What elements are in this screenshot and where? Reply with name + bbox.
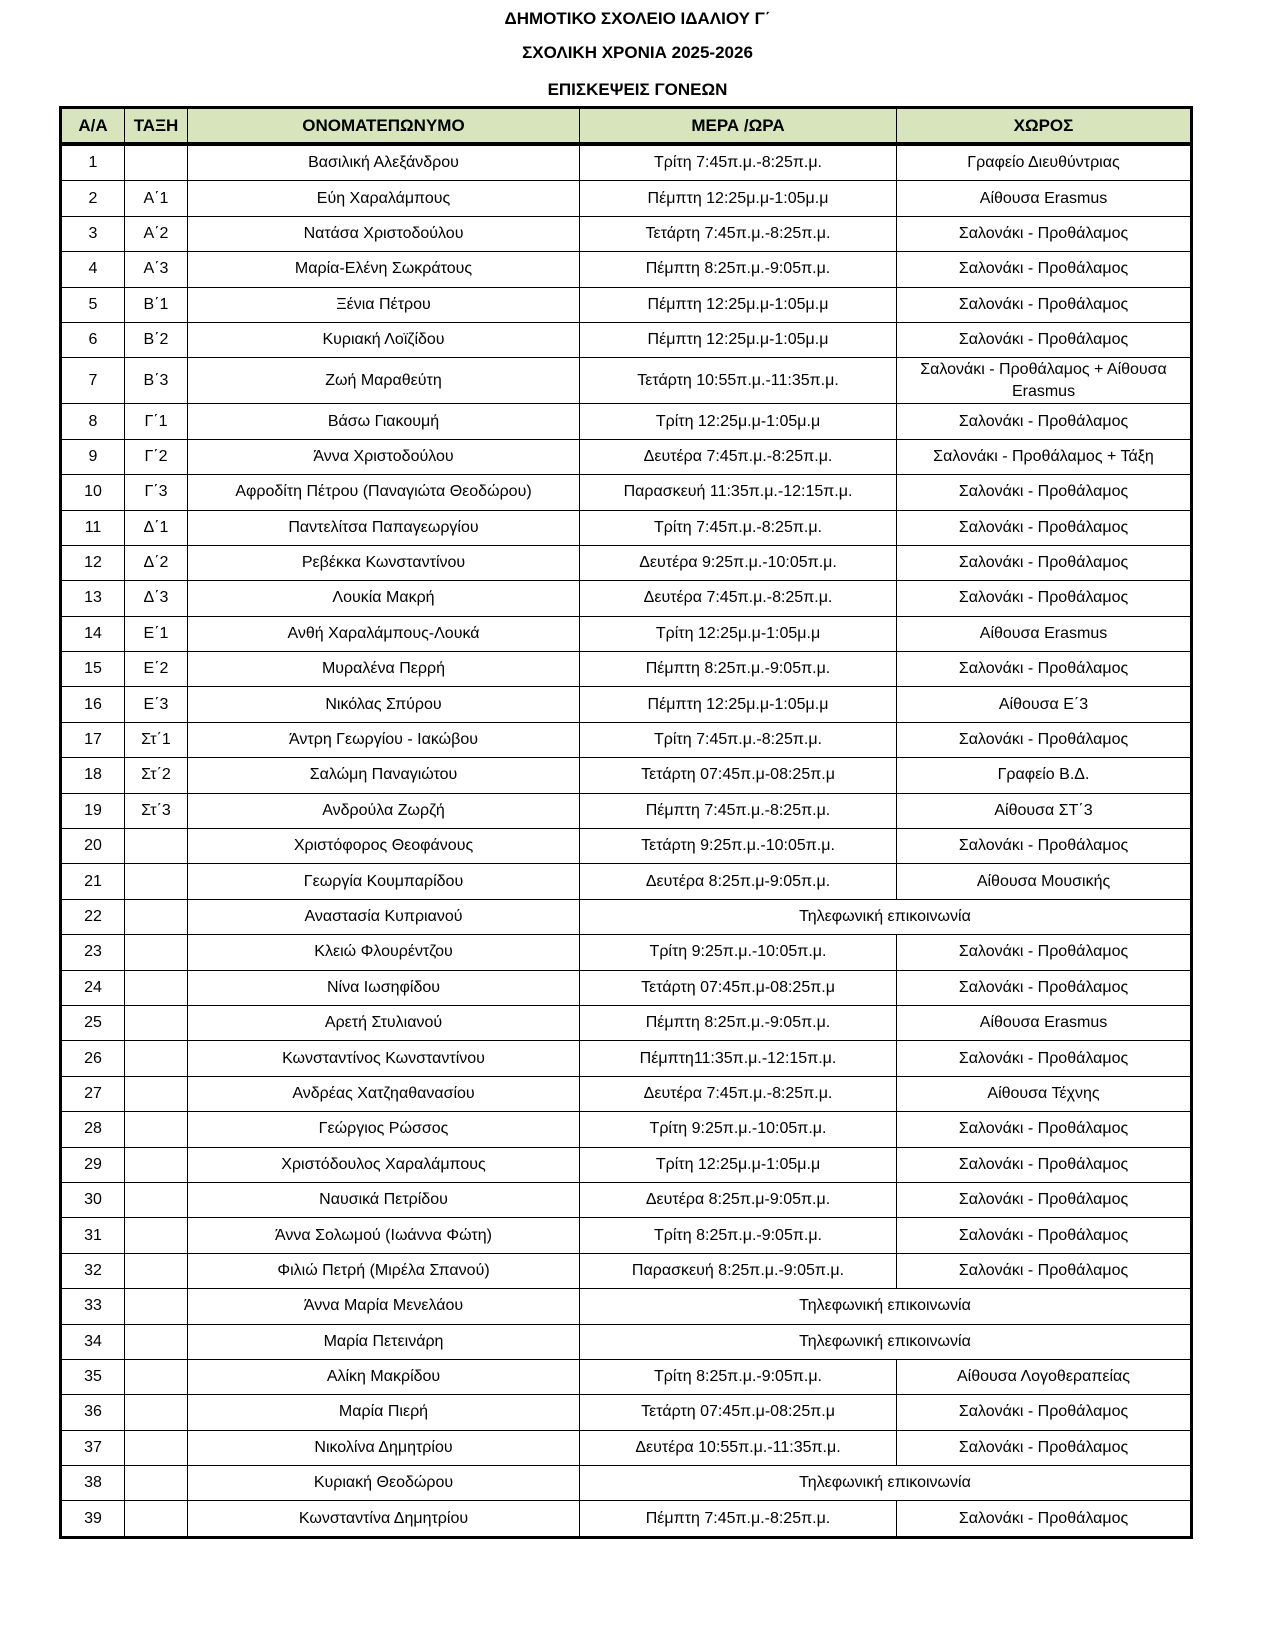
- cell-class: [125, 899, 188, 934]
- cell-day-time: Τετάρτη 07:45π.μ-08:25π.μ: [580, 970, 897, 1005]
- table-row: [61, 793, 1192, 828]
- cell-name: Κλειώ Φλουρέντζου: [188, 935, 580, 970]
- cell-class: [125, 1041, 188, 1076]
- cell-day-time: Πέμπτη 7:45π.μ.-8:25π.μ.: [580, 1501, 897, 1537]
- cell-day-time: Πέμπτη 8:25π.μ.-9:05π.μ.: [580, 252, 897, 287]
- cell-class: Δ΄1: [125, 510, 188, 545]
- cell-day-time: Τρίτη 9:25π.μ.-10:05π.μ.: [580, 935, 897, 970]
- cell-place: Αίθουσα Μουσικής: [897, 864, 1192, 899]
- cell-place: Σαλονάκι - Προθάλαμος + Τάξη: [897, 439, 1192, 474]
- cell-class: [125, 1395, 188, 1430]
- cell-number: 16: [61, 687, 125, 722]
- cell-day-time: Πέμπτη 8:25π.μ.-9:05π.μ.: [580, 652, 897, 687]
- cell-day-time: Τρίτη 12:25μ.μ-1:05μ.μ: [580, 1147, 897, 1182]
- cell-number: 30: [61, 1182, 125, 1217]
- table-row: [61, 1501, 1192, 1537]
- cell-day-time: Πέμπτη 12:25μ.μ-1:05μ.μ: [580, 687, 897, 722]
- cell-name: Ανδρούλα Ζωρζή: [188, 793, 580, 828]
- cell-number: 19: [61, 793, 125, 828]
- cell-name: Αναστασία Κυπριανού: [188, 899, 580, 934]
- cell-place: Σαλονάκι - Προθάλαμος: [897, 970, 1192, 1005]
- table-row: [61, 1395, 1192, 1430]
- cell-class: [125, 970, 188, 1005]
- cell-class: Α΄3: [125, 252, 188, 287]
- cell-number: 13: [61, 581, 125, 616]
- cell-number: 34: [61, 1324, 125, 1359]
- cell-number: 38: [61, 1466, 125, 1501]
- cell-place: Σαλονάκι - Προθάλαμος: [897, 216, 1192, 251]
- table-row: [61, 181, 1192, 216]
- table-row: [61, 970, 1192, 1005]
- cell-day-time: Τρίτη 7:45π.μ.-8:25π.μ.: [580, 722, 897, 757]
- cell-place: Σαλονάκι - Προθάλαμος: [897, 722, 1192, 757]
- cell-phone-contact: Τηλεφωνική επικοινωνία: [580, 1289, 1192, 1324]
- cell-class: [125, 935, 188, 970]
- cell-day-time: Τετάρτη 10:55π.μ.-11:35π.μ.: [580, 358, 897, 404]
- cell-number: 32: [61, 1253, 125, 1288]
- table-row: [61, 1430, 1192, 1465]
- cell-day-time: Παρασκευή 11:35π.μ.-12:15π.μ.: [580, 475, 897, 510]
- cell-name: Εύη Χαραλάμπους: [188, 181, 580, 216]
- cell-phone-contact: Τηλεφωνική επικοινωνία: [580, 899, 1192, 934]
- cell-day-time: Παρασκευή 8:25π.μ.-9:05π.μ.: [580, 1253, 897, 1288]
- cell-class: Γ΄2: [125, 439, 188, 474]
- cell-class: Α΄2: [125, 216, 188, 251]
- cell-day-time: Δευτέρα 7:45π.μ.-8:25π.μ.: [580, 439, 897, 474]
- cell-place: Σαλονάκι - Προθάλαμος: [897, 829, 1192, 864]
- cell-name: Αρετή Στυλιανού: [188, 1005, 580, 1040]
- table-row: [61, 864, 1192, 899]
- cell-name: Αλίκη Μακρίδου: [188, 1359, 580, 1394]
- cell-number: 7: [61, 358, 125, 404]
- cell-number: 29: [61, 1147, 125, 1182]
- table-row: [61, 687, 1192, 722]
- cell-class: Γ΄1: [125, 404, 188, 439]
- document-subject-title: ΕΠΙΣΚΕΨΕΙΣ ΓΟΝΕΩΝ: [547, 80, 728, 99]
- cell-day-time: Τετάρτη 07:45π.μ-08:25π.μ: [580, 758, 897, 793]
- cell-name: Κωνσταντίνα Δημητρίου: [188, 1501, 580, 1537]
- cell-class: Β΄2: [125, 322, 188, 357]
- cell-name: Βασιλική Αλεξάνδρου: [188, 144, 580, 181]
- cell-place: Σαλονάκι - Προθάλαμος: [897, 1182, 1192, 1217]
- cell-place: Αίθουσα Τέχνης: [897, 1076, 1192, 1111]
- table-row: [61, 252, 1192, 287]
- cell-number: 37: [61, 1430, 125, 1465]
- cell-day-time: Πέμπτη 12:25μ.μ-1:05μ.μ: [580, 287, 897, 322]
- table-row: [61, 829, 1192, 864]
- table-row: [61, 510, 1192, 545]
- table-row: [61, 475, 1192, 510]
- table-row: [61, 287, 1192, 322]
- cell-name: Ναυσικά Πετρίδου: [188, 1182, 580, 1217]
- cell-name: Μυραλένα Περρή: [188, 652, 580, 687]
- cell-day-time: Τετάρτη 9:25π.μ.-10:05π.μ.: [580, 829, 897, 864]
- cell-name: Ρεβέκκα Κωνσταντίνου: [188, 545, 580, 580]
- cell-number: 2: [61, 181, 125, 216]
- table-row: [61, 758, 1192, 793]
- cell-place: Σαλονάκι - Προθάλαμος: [897, 1395, 1192, 1430]
- table-row: [61, 144, 1192, 181]
- cell-class: [125, 1289, 188, 1324]
- cell-name: Αφροδίτη Πέτρου (Παναγιώτα Θεοδώρου): [188, 475, 580, 510]
- cell-name: Μαρία-Ελένη Σωκράτους: [188, 252, 580, 287]
- table-row: [61, 1466, 1192, 1501]
- table-row: [61, 1147, 1192, 1182]
- table-row: [61, 1041, 1192, 1076]
- cell-name: Σαλώμη Παναγιώτου: [188, 758, 580, 793]
- table-row: [61, 899, 1192, 934]
- cell-class: [125, 1359, 188, 1394]
- cell-place: Γραφείο Διευθύντριας: [897, 144, 1192, 181]
- table-row: [61, 216, 1192, 251]
- cell-number: 24: [61, 970, 125, 1005]
- cell-number: 31: [61, 1218, 125, 1253]
- cell-place: Αίθουσα Ε΄3: [897, 687, 1192, 722]
- cell-day-time: Τρίτη 7:45π.μ.-8:25π.μ.: [580, 144, 897, 181]
- cell-class: [125, 1501, 188, 1537]
- cell-number: 20: [61, 829, 125, 864]
- cell-place: Αίθουσα Erasmus: [897, 616, 1192, 651]
- cell-class: [125, 144, 188, 181]
- cell-place: Σαλονάκι - Προθάλαμος: [897, 322, 1192, 357]
- column-header-name: ΟΝΟΜΑΤΕΠΩΝΥΜΟ: [188, 108, 580, 145]
- cell-class: Δ΄3: [125, 581, 188, 616]
- cell-name: Άννα Σολωμού (Ιωάννα Φώτη): [188, 1218, 580, 1253]
- cell-place: Σαλονάκι - Προθάλαμος: [897, 1041, 1192, 1076]
- cell-place: Σαλονάκι - Προθάλαμος: [897, 1147, 1192, 1182]
- cell-name: Φιλιώ Πετρή (Μιρέλα Σπανού): [188, 1253, 580, 1288]
- cell-name: Μαρία Πιερή: [188, 1395, 580, 1430]
- cell-name: Γεωργία Κουμπαρίδου: [188, 864, 580, 899]
- cell-name: Ξένια Πέτρου: [188, 287, 580, 322]
- cell-day-time: Δευτέρα 7:45π.μ.-8:25π.μ.: [580, 581, 897, 616]
- cell-class: [125, 1147, 188, 1182]
- cell-class: [125, 1076, 188, 1111]
- cell-day-time: Πέμπτη 8:25π.μ.-9:05π.μ.: [580, 1005, 897, 1040]
- cell-number: 33: [61, 1289, 125, 1324]
- cell-class: Ε΄3: [125, 687, 188, 722]
- table-row: [61, 1182, 1192, 1217]
- cell-name: Ζωή Μαραθεύτη: [188, 358, 580, 404]
- cell-class: [125, 1005, 188, 1040]
- table-row: [61, 358, 1192, 404]
- cell-class: [125, 1253, 188, 1288]
- cell-place: Σαλονάκι - Προθάλαμος: [897, 1112, 1192, 1147]
- column-header-class: ΤΑΞΗ: [125, 108, 188, 145]
- cell-number: 18: [61, 758, 125, 793]
- cell-class: [125, 1430, 188, 1465]
- cell-day-time: Τρίτη 8:25π.μ.-9:05π.μ.: [580, 1218, 897, 1253]
- cell-place: Αίθουσα Erasmus: [897, 181, 1192, 216]
- cell-day-time: Δευτέρα 9:25π.μ.-10:05π.μ.: [580, 545, 897, 580]
- cell-number: 14: [61, 616, 125, 651]
- table-row: [61, 1076, 1192, 1111]
- cell-day-time: Τρίτη 12:25μ.μ-1:05μ.μ: [580, 616, 897, 651]
- cell-place: Σαλονάκι - Προθάλαμος + Αίθουσα Erasmus: [897, 358, 1192, 404]
- cell-name: Νικολίνα Δημητρίου: [188, 1430, 580, 1465]
- cell-number: 1: [61, 144, 125, 181]
- cell-place: Αίθουσα Erasmus: [897, 1005, 1192, 1040]
- cell-number: 22: [61, 899, 125, 934]
- table-row: [61, 545, 1192, 580]
- table-row: [61, 1253, 1192, 1288]
- cell-place: Σαλονάκι - Προθάλαμος: [897, 1253, 1192, 1288]
- cell-name: Λουκία Μακρή: [188, 581, 580, 616]
- cell-day-time: Πέμπτη 12:25μ.μ-1:05μ.μ: [580, 181, 897, 216]
- cell-place: Σαλονάκι - Προθάλαμος: [897, 581, 1192, 616]
- cell-number: 15: [61, 652, 125, 687]
- column-header-place: ΧΩΡΟΣ: [897, 108, 1192, 145]
- cell-number: 26: [61, 1041, 125, 1076]
- cell-name: Άννα Μαρία Μενελάου: [188, 1289, 580, 1324]
- cell-place: Σαλονάκι - Προθάλαμος: [897, 252, 1192, 287]
- cell-place: Σαλονάκι - Προθάλαμος: [897, 545, 1192, 580]
- cell-number: 27: [61, 1076, 125, 1111]
- cell-class: Δ΄2: [125, 545, 188, 580]
- table-row: [61, 722, 1192, 757]
- cell-name: Κυριακή Λοϊζίδου: [188, 322, 580, 357]
- cell-day-time: Τετάρτη 7:45π.μ.-8:25π.μ.: [580, 216, 897, 251]
- cell-class: [125, 829, 188, 864]
- cell-day-time: Τρίτη 7:45π.μ.-8:25π.μ.: [580, 510, 897, 545]
- cell-class: [125, 864, 188, 899]
- cell-phone-contact: Τηλεφωνική επικοινωνία: [580, 1466, 1192, 1501]
- table-row: [61, 1112, 1192, 1147]
- table-row: [61, 1005, 1192, 1040]
- table-row: [61, 1218, 1192, 1253]
- cell-day-time: Πέμπτη11:35π.μ.-12:15π.μ.: [580, 1041, 897, 1076]
- cell-name: Κωνσταντίνος Κωνσταντίνου: [188, 1041, 580, 1076]
- cell-class: [125, 1324, 188, 1359]
- cell-name: Ανδρέας Χατζηαθανασίου: [188, 1076, 580, 1111]
- cell-number: 6: [61, 322, 125, 357]
- table-body: [61, 144, 1192, 1537]
- cell-class: Στ΄2: [125, 758, 188, 793]
- table-row: [61, 616, 1192, 651]
- cell-class: Στ΄1: [125, 722, 188, 757]
- column-header-day-time: ΜΕΡΑ /ΩΡΑ: [580, 108, 897, 145]
- school-title: ΔΗΜΟΤΙΚΟ ΣΧΟΛΕΙΟ ΙΔΑΛΙΟΥ Γ΄: [504, 9, 771, 28]
- table-row: [61, 439, 1192, 474]
- cell-place: Γραφείο Β.Δ.: [897, 758, 1192, 793]
- column-header-number: Α/Α: [61, 108, 125, 145]
- cell-number: 8: [61, 404, 125, 439]
- cell-name: Ανθή Χαραλάμπους-Λουκά: [188, 616, 580, 651]
- cell-place: Σαλονάκι - Προθάλαμος: [897, 1430, 1192, 1465]
- cell-number: 17: [61, 722, 125, 757]
- cell-name: Άντρη Γεωργίου - Ιακώβου: [188, 722, 580, 757]
- cell-day-time: Δευτέρα 8:25π.μ-9:05π.μ.: [580, 864, 897, 899]
- cell-number: 9: [61, 439, 125, 474]
- cell-number: 5: [61, 287, 125, 322]
- cell-day-time: Δευτέρα 10:55π.μ.-11:35π.μ.: [580, 1430, 897, 1465]
- parent-visits-table: [59, 106, 1193, 1539]
- cell-class: [125, 1112, 188, 1147]
- cell-name: Κυριακή Θεοδώρου: [188, 1466, 580, 1501]
- table-row: [61, 652, 1192, 687]
- cell-number: 35: [61, 1359, 125, 1394]
- cell-number: 21: [61, 864, 125, 899]
- cell-number: 36: [61, 1395, 125, 1430]
- table-row: [61, 322, 1192, 357]
- cell-place: Σαλονάκι - Προθάλαμος: [897, 1501, 1192, 1537]
- school-year-title: ΣΧΟΛΙΚΗ ΧΡΟΝΙΑ 2025-2026: [522, 43, 753, 62]
- cell-day-time: Δευτέρα 7:45π.μ.-8:25π.μ.: [580, 1076, 897, 1111]
- cell-day-time: Τρίτη 9:25π.μ.-10:05π.μ.: [580, 1112, 897, 1147]
- cell-place: Σαλονάκι - Προθάλαμος: [897, 510, 1192, 545]
- cell-place: Σαλονάκι - Προθάλαμος: [897, 475, 1192, 510]
- table-row: [61, 935, 1192, 970]
- cell-number: 10: [61, 475, 125, 510]
- cell-number: 25: [61, 1005, 125, 1040]
- table-row: [61, 1359, 1192, 1394]
- cell-class: [125, 1466, 188, 1501]
- cell-name: Μαρία Πετεινάρη: [188, 1324, 580, 1359]
- cell-name: Νικόλας Σπύρου: [188, 687, 580, 722]
- cell-place: Αίθουσα Λογοθεραπείας: [897, 1359, 1192, 1394]
- cell-class: [125, 1218, 188, 1253]
- cell-place: Σαλονάκι - Προθάλαμος: [897, 1218, 1192, 1253]
- table-row: [61, 1324, 1192, 1359]
- cell-name: Βάσω Γιακουμή: [188, 404, 580, 439]
- cell-day-time: Τρίτη 8:25π.μ.-9:05π.μ.: [580, 1359, 897, 1394]
- cell-day-time: Τετάρτη 07:45π.μ-08:25π.μ: [580, 1395, 897, 1430]
- cell-place: Σαλονάκι - Προθάλαμος: [897, 404, 1192, 439]
- cell-name: Νατάσα Χριστοδούλου: [188, 216, 580, 251]
- cell-name: Άννα Χριστοδούλου: [188, 439, 580, 474]
- table-row: [61, 404, 1192, 439]
- cell-class: Ε΄1: [125, 616, 188, 651]
- cell-number: 23: [61, 935, 125, 970]
- cell-number: 3: [61, 216, 125, 251]
- cell-class: Α΄1: [125, 181, 188, 216]
- cell-day-time: Τρίτη 12:25μ.μ-1:05μ.μ: [580, 404, 897, 439]
- table-row: [61, 581, 1192, 616]
- cell-name: Χριστόδουλος Χαραλάμπους: [188, 1147, 580, 1182]
- cell-day-time: Πέμπτη 7:45π.μ.-8:25π.μ.: [580, 793, 897, 828]
- cell-class: [125, 1182, 188, 1217]
- cell-place: Αίθουσα ΣΤ΄3: [897, 793, 1192, 828]
- cell-phone-contact: Τηλεφωνική επικοινωνία: [580, 1324, 1192, 1359]
- cell-number: 11: [61, 510, 125, 545]
- cell-class: Γ΄3: [125, 475, 188, 510]
- cell-place: Σαλονάκι - Προθάλαμος: [897, 287, 1192, 322]
- cell-class: Στ΄3: [125, 793, 188, 828]
- cell-name: Νίνα Ιωσηφίδου: [188, 970, 580, 1005]
- cell-number: 12: [61, 545, 125, 580]
- cell-name: Γεώργιος Ρώσσος: [188, 1112, 580, 1147]
- cell-number: 4: [61, 252, 125, 287]
- cell-day-time: Δευτέρα 8:25π.μ-9:05π.μ.: [580, 1182, 897, 1217]
- cell-class: Β΄1: [125, 287, 188, 322]
- cell-name: Παντελίτσα Παπαγεωργίου: [188, 510, 580, 545]
- cell-day-time: Πέμπτη 12:25μ.μ-1:05μ.μ: [580, 322, 897, 357]
- cell-number: 39: [61, 1501, 125, 1537]
- cell-place: Σαλονάκι - Προθάλαμος: [897, 652, 1192, 687]
- cell-class: Β΄3: [125, 358, 188, 404]
- cell-name: Χριστόφορος Θεοφάνους: [188, 829, 580, 864]
- cell-number: 28: [61, 1112, 125, 1147]
- table-header-row: [61, 108, 1192, 145]
- cell-place: Σαλονάκι - Προθάλαμος: [897, 935, 1192, 970]
- cell-class: Ε΄2: [125, 652, 188, 687]
- table-row: [61, 1289, 1192, 1324]
